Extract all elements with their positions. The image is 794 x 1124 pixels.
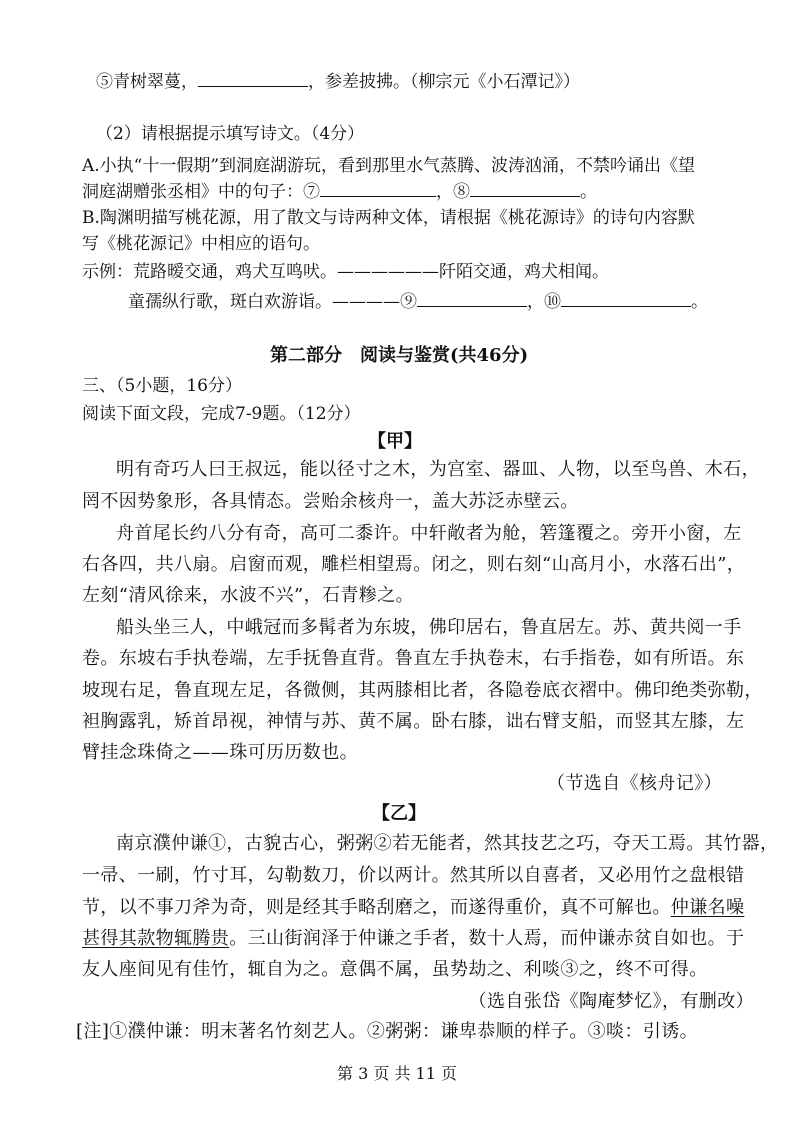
q6-item-5: ⑤青树翠蔓， ，参差披拂。（柳宗元《小石潭记》） xyxy=(96,72,580,92)
underlined-sentence-part1: 仲谦名噪 xyxy=(670,897,745,918)
jia-line: 坡现右足，鲁直现左足，各微侧，其两膝相比者，各隐卷底衣褶中。佛印绝类弥勒， xyxy=(82,680,763,701)
passage-jia-title: 【甲】 xyxy=(368,431,422,452)
jia-line: 船头坐三人，中峨冠而多髯者为东坡，佛印居右，鲁直居左。苏、黄共阅一手 xyxy=(116,617,742,638)
yi-line-1: 南京濮仲谦①，古貌古心，粥粥②若无能者，然其技艺之巧，夺天工焉。其竹器， xyxy=(116,833,779,854)
q2-b-line2: 写《桃花源记》中相应的语句。 xyxy=(82,234,320,254)
jia-line: 臂挂念珠倚之——珠可历历数也。 xyxy=(82,742,358,763)
passage-yi-title: 【乙】 xyxy=(372,803,426,824)
part2-title: 第二部分 阅读与鉴赏(共46分) xyxy=(270,345,529,366)
jia-source: （节选自《核舟记》） xyxy=(547,773,722,794)
reading-instruction: 阅读下面文段，完成7-9题。（12分） xyxy=(82,404,361,424)
jia-line: 卷。东坡右手执卷端，左手抚鲁直背。鲁直左手执卷末，右手指卷，如有所语。东 xyxy=(82,648,745,669)
yi-line-4: 甚得其款物辄腾贵。三山街润泽于仲谦之手者，数十人焉，而仲谦赤贫自如也。于 xyxy=(82,928,745,949)
q2-a-line1: A.小执“十一假期”到洞庭湖游玩，看到那里水气蒸腾、波涛汹涌，不禁吟诵出《望 xyxy=(82,156,696,176)
answer-blank-9[interactable] xyxy=(417,290,527,307)
answer-blank-5[interactable] xyxy=(198,70,308,87)
q2-a-line2: 洞庭湖赠张丞相》中的句子：⑦ ，⑧ 。 xyxy=(82,182,597,202)
q2-example2: 童孺纵行歌，斑白欢游诣。————⑨ ，⑩ 。 xyxy=(128,292,708,312)
jia-line: 罔不因势象形，各具情态。尝贻余核舟一，盖大苏泛赤壁云。 xyxy=(82,491,579,512)
annotation-note: [注]①濮仲谦：明末著名竹刻艺人。②粥粥：谦卑恭顺的样子。③啖：引诱。 xyxy=(76,1021,699,1042)
yi-line-3: 节，以不事刀斧为奇，则是经其手略刮磨之，而遂得重价，真不可解也。仲谦名噪 xyxy=(82,897,745,918)
underlined-sentence-part2: 甚得其款物辄腾贵 xyxy=(82,928,230,949)
yi-line-5: 友人座间见有佳竹，辄自为之。意偶不属，虽势劫之、利啖③之，终不可得。 xyxy=(82,959,708,980)
jia-line: 明有奇巧人曰王叔远，能以径寸之木，为宫室、器皿、人物，以至鸟兽、木石， xyxy=(116,459,760,480)
answer-blank-8[interactable] xyxy=(470,180,580,197)
jia-line: 舟首尾长约八分有奇，高可二黍许。中轩敞者为舱，箬篷覆之。旁开小窗，左 xyxy=(116,523,742,544)
answer-blank-7[interactable] xyxy=(320,180,436,197)
page-number-footer: 第 3 页 共 11 页 xyxy=(337,1064,457,1083)
q2-title: （2）请根据提示填写诗文。（4分） xyxy=(96,124,365,144)
jia-line: 左刻“清风徐来，水波不兴”，石青糁之。 xyxy=(82,585,415,606)
q2-example1: 示例：荒路暧交通，鸡犬互鸣吠。——————阡陌交通，鸡犬相闻。 xyxy=(82,262,609,282)
q2-b-line1: B.陶渊明描写桃花源，用了散文与诗两种文体，请根据《桃花源诗》的诗句内容默 xyxy=(82,208,695,228)
jia-line: 袒胸露乳，矫首昂视，神情与苏、黄不属。卧右膝，诎右臂支船，而竖其左膝，左 xyxy=(82,711,745,732)
yi-source: （选自张岱《陶庵梦忆》，有删改） xyxy=(468,991,754,1012)
yi-line-2: 一帚、一刷，竹寸耳，勾勒数刀，价以两计。然其所以自喜者，又必用竹之盘根错 xyxy=(82,865,745,886)
answer-blank-10[interactable] xyxy=(561,290,691,307)
section-three-heading: 三、（5小题，16分） xyxy=(82,376,242,396)
jia-line: 右各四，共八扇。启窗而观，雕栏相望焉。闭之，则右刻“山高月小，水落石出”， xyxy=(82,554,746,575)
